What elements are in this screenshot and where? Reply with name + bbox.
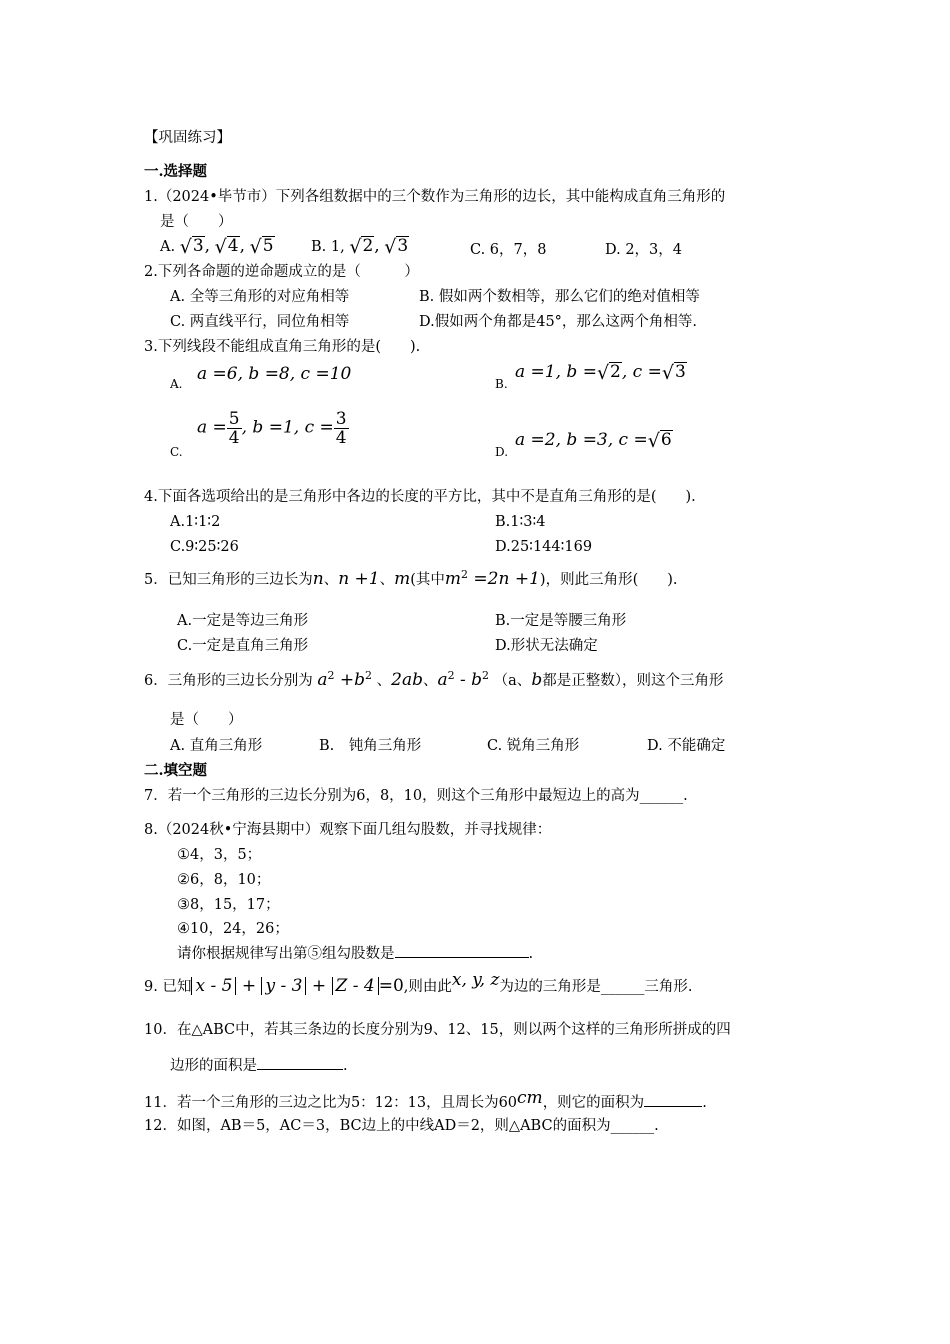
q11-text: 11．若一个三角形的三边之比为5：12：13，且周长为60cm，则它的面积为 . — [144, 1088, 707, 1111]
q8-text: 8.（2024秋•宁海县期中）观察下面几组勾股数，并寻找规律： — [144, 822, 552, 838]
q4-optD: D.25∶144∶169 — [495, 539, 593, 555]
q10-text: 10．在△ABC中，若其三条边的长度分别为9、12、15，则以两个这样的三角形所拼成的四 — [144, 1022, 731, 1038]
q2-optC: C. 两直线平行，同位角相等 — [170, 314, 350, 330]
q10-answer-blank — [257, 1069, 343, 1070]
q6-text: 6．三角形的三边长分别为 $a^2 +b^2$ 、2ab、$a^2 - b^2$ （a、b都是正整数），则这个三角形 — [144, 669, 724, 690]
q8-item-1: ①4，3，5； — [177, 847, 262, 863]
q8-answer-blank — [395, 957, 529, 958]
q12-text: 12．如图，AB＝5，AC＝3，BC边上的中线AD＝2，则△ABC的面积为______. — [144, 1118, 659, 1134]
q1-text: 1.（2024•毕节市）下列各组数据中的三个数作为三角形的边长，其中能构成直角三角形的 — [144, 189, 726, 205]
q5-optB: B.一定是等腰三角形 — [495, 613, 627, 629]
q3-optC: a = $\frac{5}{4}$ , b =1, c = $\frac{3}{4}$ — [197, 409, 347, 448]
q3-optB: a =1, b =√2, c =√3 — [515, 362, 686, 384]
q1-optA-label: A. — [160, 239, 176, 255]
q6-optB: B. 钝角三角形 — [319, 738, 422, 754]
q5-text: 5．已知三角形的三边长为n、n +1、m(其中$m^2 =2n +1$)，则此三角形( ). — [144, 568, 678, 589]
q2-optD: D.假如两个角都是45°，那么这两个角相等. — [419, 314, 698, 330]
q5-optA: A.一定是等边三角形 — [177, 613, 309, 629]
q3-optB-label: B. — [495, 377, 508, 391]
q9-text: 9. 已知 x - 5 + y - 3 + Z - 4 =0,则由此x, y, z为边的三角形是______三角形. — [144, 970, 693, 996]
q4-text: 4.下面各选项给出的是三角形中各边的长度的平方比，其中不是直角三角形的是( ). — [144, 489, 696, 505]
q4-optB: B.1∶3∶4 — [495, 514, 546, 530]
q11-answer-blank — [644, 1106, 702, 1107]
q8-item-3: ③8，15，17； — [177, 897, 280, 913]
q1-optA-sqrt2: √4 — [214, 236, 239, 258]
q3-optD: a =2, b =3, c =√6 — [515, 430, 672, 452]
q8-item-4: ④10，24，26； — [177, 921, 289, 937]
q3-optD-label: D. — [495, 445, 509, 459]
q2-optA: A. 全等三角形的对应角相等 — [170, 289, 350, 305]
section-title-choice: 一.选择题 — [144, 163, 208, 180]
q8-ask: 请你根据规律写出第⑤组勾股数是 . — [177, 946, 534, 962]
q1-optD: D. 2，3，4 — [605, 242, 683, 258]
q7-text: 7．若一个三角形的三边长分别为6，8，10，则这个三角形中最短边上的高为______. — [144, 788, 688, 804]
q3-optC-label: C. — [170, 445, 183, 459]
q10-text-cont: 边形的面积是 . — [170, 1058, 348, 1074]
q6-optD: D. 不能确定 — [647, 738, 726, 754]
q2-text: 2.下列各命题的逆命题成立的是（ ） — [144, 264, 419, 280]
q5-optD: D.形状无法确定 — [495, 638, 598, 654]
q2-optB: B. 假如两个数相等，那么它们的绝对值相等 — [419, 289, 700, 305]
q1-text-cont: 是（ ） — [160, 214, 233, 230]
q3-text: 3.下列线段不能组成直角三角形的是( ). — [144, 339, 421, 355]
q6-optC: C. 锐角三角形 — [487, 738, 580, 754]
q5-optC: C.一定是直角三角形 — [177, 638, 309, 654]
q4-optC: C.9∶25∶26 — [170, 539, 239, 555]
q1-optB: B. 1, √2, √3 — [311, 236, 409, 258]
q3-optA-label: A. — [170, 377, 183, 391]
q1-optC: C. 6，7，8 — [470, 242, 547, 258]
q8-item-2: ②6，8，10； — [177, 872, 271, 888]
section-title-fill: 二.填空题 — [144, 762, 208, 779]
q1-options: A. √3, √4, √5 — [160, 236, 274, 258]
q1-optA-sqrt3: √5 — [249, 236, 274, 258]
q6-optA: A. 直角三角形 — [170, 738, 263, 754]
q1-optA-sqrt1: √3 — [179, 236, 204, 258]
q3-optA: a =6, b =8, c =10 — [197, 364, 352, 384]
q6-text-cont: 是（ ） — [170, 712, 243, 728]
section-header: 【巩固练习】 — [144, 130, 231, 146]
q4-optA: A.1∶1∶2 — [170, 514, 221, 530]
